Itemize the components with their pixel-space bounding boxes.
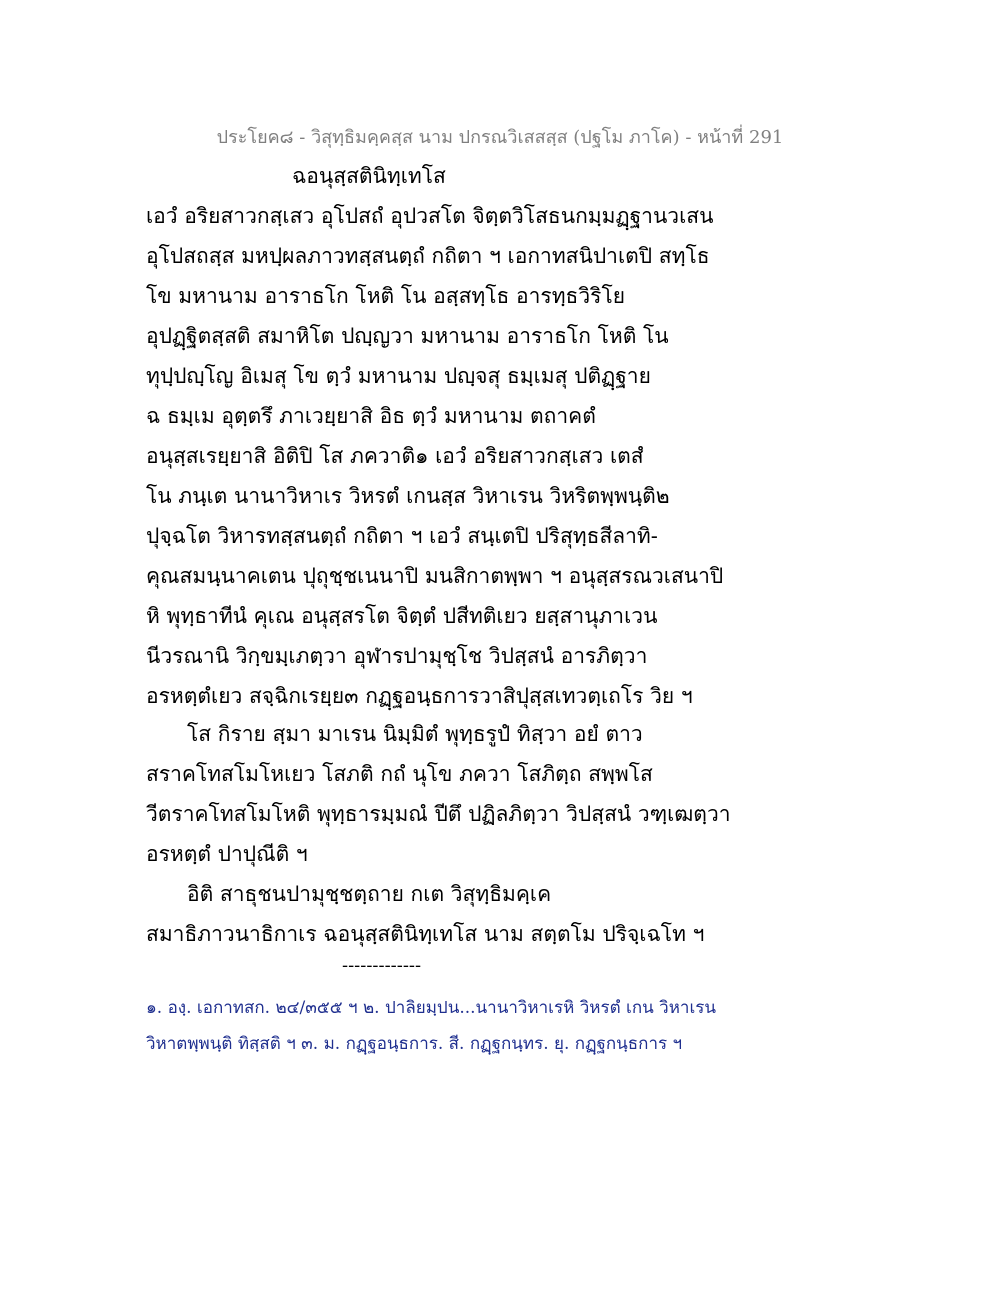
footnote-line: วิหาตพฺพนฺติ ทิสฺสติ ฯ ๓. ม. กฏฺฐอนฺธการ. สี. กฏฺฐกนฺทร. ยุ. กฏฺฐกนฺธการ ฯ: [146, 1034, 683, 1054]
body-line: วีตราคโทสโมโหติ พุทฺธารมฺมณํ ปีตึ ปฏิลภิตฺวา วิปสฺสนํ วฑฺเฒตฺวา: [146, 802, 731, 826]
page-header: ประโยค๘ - วิสุทฺธิมคฺคสฺส นาม ปกรณวิเสสสฺส (ปฐโม ภาโค) - หน้าที่ 291: [216, 127, 784, 148]
body-line: ฉ ธมฺเม อุตฺตรึ ภาเวยฺยาสิ อิธ ตฺวํ มหานาม ตถาคตํ: [146, 404, 596, 428]
body-line: อนุสฺสเรยฺยาสิ อิติปิ โส ภควาติ๑ เอวํ อริยสาวกสฺเสว เตสํ: [146, 444, 644, 468]
body-line: โส กิราย สฺมา มาเรน นิมฺมิตํ พุทฺธรูปํ ทิสฺวา อยํ ตาว: [187, 722, 643, 746]
body-line: ทุปฺปญฺโญ อิเมสุ โข ตฺวํ มหานาม ปญฺจสุ ธมฺเมสุ ปติฏฺฐาย: [146, 364, 651, 388]
body-line: อุโปสถสฺส มหปฺผลภาวทสฺสนตฺถํ กถิตา ฯ เอกาทสนิปาเตปิ สทฺโธ: [146, 244, 710, 268]
body-line: นีวรณานิ วิกฺขมฺเภตฺวา อุฬารปามุชฺโช วิปสฺสนํ อารภิตฺวา: [146, 644, 648, 668]
body-line: โข มหานาม อาราธโก โหติ โน อสฺสทฺโธ อารทฺธวิริโย: [146, 284, 626, 308]
footnote-separator: -------------: [342, 955, 422, 976]
section-title: ฉอนุสฺสตินิทฺเทโส: [292, 164, 446, 188]
body-line: อรหตฺตํเยว สจฺฉิกเรยฺย๓ กฏฺฐอนฺธการวาสิปุสฺสเทวตฺเถโร วิย ฯ: [146, 684, 693, 708]
body-line: อุปฏฺฐิตสฺสติ สมาหิโต ปญฺญวา มหานาม อาราธโก โหติ โน: [146, 324, 669, 348]
body-line: คุณสมนฺนาคเตน ปุถุชฺชเนนาปิ มนสิกาตพฺพา ฯ อนุสฺสรณวเสนาปิ: [146, 564, 724, 588]
body-line: เอวํ อริยสาวกสฺเสว อุโปสถํ อุปวสโต จิตฺตวิโสธนกมฺมฏฺฐานวเสน: [146, 204, 714, 228]
body-line: อิติ สาธุชนปามุชฺชตฺถาย กเต วิสุทฺธิมคฺเค: [187, 882, 552, 906]
body-line: หิ พุทฺธาทีนํ คุเณ อนุสฺสรโต จิตฺตํ ปสีทติเยว ยสฺสานุภาเวน: [146, 604, 658, 628]
body-line: ปุจฺฉโต วิหารทสฺสนตฺถํ กถิตา ฯ เอวํ สนฺเตปิ ปริสุทฺธสีลาทิ-: [146, 524, 658, 548]
body-line: อรหตฺตํ ปาปุณีติ ฯ: [146, 842, 308, 866]
body-line: สราคโทสโมโหเยว โสภติ กถํ นุโข ภควา โสภิตฺถ สพฺพโส: [146, 762, 653, 786]
body-line: สมาธิภาวนาธิกาเร ฉอนุสฺสตินิทฺเทโส นาม สตฺตโม ปริจฺเฉโท ฯ: [146, 922, 705, 946]
footnote-line: ๑. องฺ. เอกาทสก. ๒๔/๓๕๕ ฯ ๒. ปาลิยมฺปน...นานาวิหาเรหิ วิหรตํ เกน วิหาเรน: [146, 998, 717, 1018]
body-line: โน ภนฺเต นานาวิหาเร วิหรตํ เกนสฺส วิหาเรน วิหริตพฺพนฺติ๒: [146, 484, 670, 508]
